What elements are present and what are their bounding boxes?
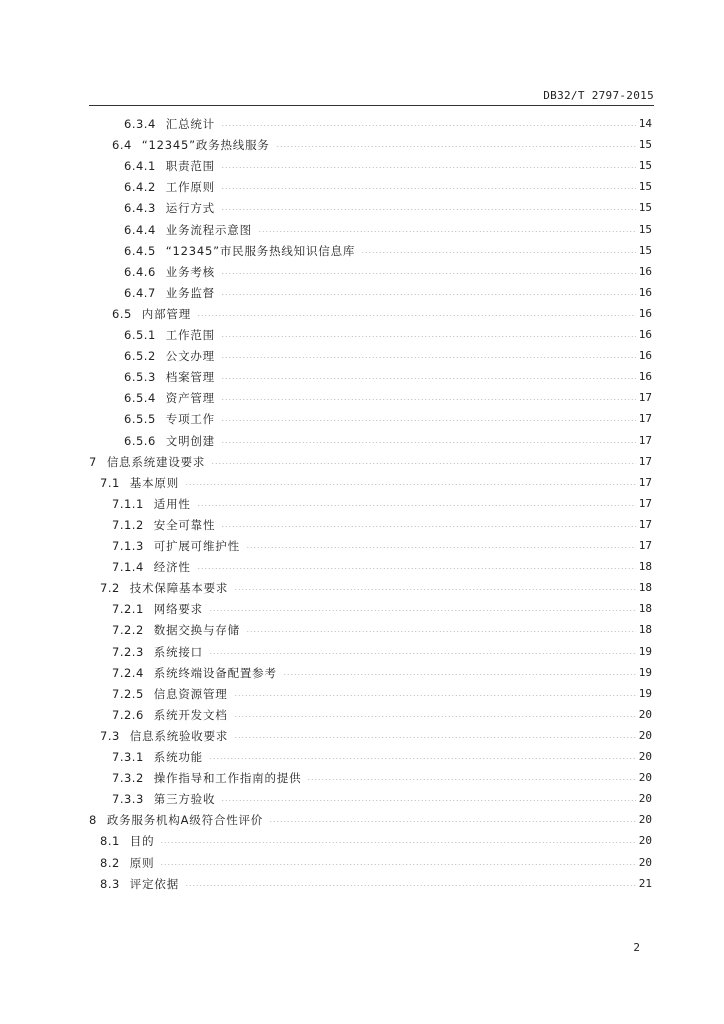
toc-dot-leader <box>307 779 636 780</box>
toc-page-number: 16 <box>638 306 652 320</box>
toc-page-number: 17 <box>638 454 652 468</box>
toc-section-number: 6.4.2 <box>124 180 156 195</box>
toc-entry[interactable] <box>100 874 652 894</box>
toc-section-number: 6.5 <box>112 306 132 321</box>
toc-page-number: 17 <box>638 391 652 405</box>
toc-section-title: 业务流程示意图 <box>165 222 252 237</box>
toc-section-number: 6.4.3 <box>124 201 156 216</box>
toc-section-title: 文明创建 <box>165 433 215 448</box>
toc-entry[interactable] <box>124 283 652 303</box>
toc-entry[interactable] <box>124 431 652 451</box>
toc-page-number: 21 <box>638 876 652 890</box>
toc-entry[interactable] <box>124 346 652 366</box>
toc-section-title: 业务监督 <box>165 285 215 300</box>
toc-section-title: 工作范围 <box>165 328 215 342</box>
toc-page-number: 17 <box>638 433 652 447</box>
toc-entry[interactable] <box>112 494 652 514</box>
toc-section-number: 7 <box>89 454 97 469</box>
toc-entry[interactable] <box>124 388 652 408</box>
toc-dot-leader <box>234 716 636 717</box>
toc-entry[interactable] <box>112 663 652 683</box>
toc-dot-leader <box>221 357 636 358</box>
toc-entry[interactable] <box>112 515 652 535</box>
toc-entry[interactable] <box>112 768 652 788</box>
toc-dot-leader <box>246 631 636 632</box>
toc-dot-leader <box>234 737 636 738</box>
toc-dot-leader <box>221 167 636 168</box>
toc-entry[interactable] <box>124 156 652 176</box>
toc-page-number: 15 <box>638 138 652 152</box>
toc-entry[interactable] <box>89 452 652 472</box>
toc-page-number: 14 <box>638 117 652 130</box>
toc-dot-leader <box>221 399 636 400</box>
toc-section-number: 6.5.4 <box>124 391 156 406</box>
toc-section-title: 安全可靠性 <box>153 517 216 532</box>
toc-entry[interactable] <box>124 220 652 240</box>
toc-section-number: 6.5.1 <box>124 328 156 342</box>
toc-section-number: 6.4.5 <box>124 243 156 258</box>
toc-page-number: 15 <box>638 180 652 194</box>
toc-section-number: 6.4.4 <box>124 222 156 237</box>
toc-section-title: 业务考核 <box>165 264 215 279</box>
toc-dot-leader <box>211 463 636 464</box>
toc-section-title: “12345”市民服务热线知识信息库 <box>165 243 356 258</box>
toc-section-number: 8.1 <box>100 834 120 849</box>
toc-entry[interactable] <box>124 198 652 218</box>
toc-page-number: 20 <box>638 750 652 763</box>
toc-section-title: 信息资源管理 <box>153 686 228 701</box>
toc-entry[interactable] <box>112 789 652 809</box>
toc-page-number: 16 <box>638 328 652 341</box>
toc-dot-leader <box>197 568 636 569</box>
toc-entry[interactable] <box>89 810 652 830</box>
toc-dot-leader <box>283 674 636 675</box>
toc-dot-leader <box>209 653 636 654</box>
toc-section-number: 6.5.5 <box>124 412 156 427</box>
toc-section-title: 系统开发文档 <box>153 707 228 722</box>
toc-section-number: 6.4.1 <box>124 159 156 174</box>
toc-page-number: 20 <box>638 728 652 742</box>
toc-dot-leader <box>197 505 636 506</box>
toc-page-number: 20 <box>638 855 652 869</box>
toc-section-title: 适用性 <box>153 496 191 511</box>
toc-entry[interactable] <box>124 114 652 134</box>
toc-section-title: 第三方验收 <box>153 792 216 807</box>
toc-page-number: 18 <box>638 623 652 637</box>
toc-entry[interactable] <box>100 831 652 851</box>
toc-section-number: 7.1.3 <box>112 539 144 553</box>
toc-section-title: 汇总统计 <box>165 117 215 131</box>
toc-entry[interactable] <box>124 409 652 429</box>
toc-section-number: 7.2.3 <box>112 644 144 659</box>
toc-section-title: 资产管理 <box>165 391 215 406</box>
toc-dot-leader <box>221 125 636 126</box>
toc-entry[interactable] <box>124 262 652 282</box>
toc-dot-leader <box>221 526 636 527</box>
toc-page-number: 15 <box>638 222 652 236</box>
toc-page-number: 17 <box>638 475 652 489</box>
toc-section-title: 系统功能 <box>153 750 203 764</box>
toc-section-title: 内部管理 <box>141 306 191 321</box>
toc-section-title: “12345”政务热线服务 <box>141 138 270 153</box>
page-number: 2 <box>633 941 640 954</box>
toc-section-number: 7.2.1 <box>112 602 144 617</box>
toc-dot-leader <box>209 758 636 759</box>
toc-dot-leader <box>160 842 636 843</box>
toc-dot-leader <box>221 800 636 801</box>
toc-section-number: 6.5.2 <box>124 349 156 364</box>
toc-section-title: 信息系统建设要求 <box>106 454 206 469</box>
toc-entry[interactable] <box>112 557 652 577</box>
toc-section-number: 6.4.7 <box>124 285 156 300</box>
toc-page-number: 16 <box>638 264 652 278</box>
toc-dot-leader <box>258 231 636 232</box>
toc-section-number: 6.5.3 <box>124 370 156 385</box>
toc-page-number: 15 <box>638 243 652 257</box>
toc-page-number: 16 <box>638 349 652 363</box>
toc-page-number: 16 <box>638 370 652 384</box>
toc-dot-leader <box>221 336 636 337</box>
toc-entry[interactable] <box>112 135 652 155</box>
toc-page-number: 15 <box>638 159 652 173</box>
toc-entry[interactable] <box>112 747 652 767</box>
toc-section-title: 原则 <box>129 855 155 870</box>
toc-page-number: 20 <box>638 771 652 785</box>
toc-entry[interactable] <box>100 726 652 746</box>
toc-dot-leader <box>221 442 636 443</box>
toc-section-title: 运行方式 <box>165 201 215 216</box>
toc-page-number: 17 <box>638 539 652 552</box>
toc-dot-leader <box>160 864 636 865</box>
toc-dot-leader <box>209 610 636 611</box>
toc-section-number: 7.2.5 <box>112 686 144 701</box>
toc-section-number: 7.3.2 <box>112 771 144 786</box>
toc-dot-leader <box>221 209 636 210</box>
toc-section-number: 6.4.6 <box>124 264 156 279</box>
toc-section-title: 可扩展可维护性 <box>153 539 240 553</box>
toc-section-number: 6.5.6 <box>124 433 156 448</box>
toc-entry[interactable] <box>124 177 652 197</box>
toc-section-number: 7.3.3 <box>112 792 144 807</box>
toc-page-number: 19 <box>638 644 652 658</box>
toc-section-title: 工作原则 <box>165 180 215 195</box>
toc-dot-leader <box>197 315 636 316</box>
toc-entry[interactable] <box>100 578 652 598</box>
toc-dot-leader <box>269 821 636 822</box>
toc-section-number: 6.3.4 <box>124 117 156 131</box>
toc-entry[interactable] <box>112 599 652 619</box>
toc-section-title: 系统接口 <box>153 644 203 659</box>
toc-section-title: 档案管理 <box>165 370 215 385</box>
toc-section-number: 7.1.4 <box>112 560 144 575</box>
toc-entry[interactable] <box>112 642 652 662</box>
toc-section-number: 7.1 <box>100 475 120 490</box>
toc-section-title: 目的 <box>129 834 155 849</box>
toc-page-number: 17 <box>638 496 652 510</box>
toc-section-number: 7.2.6 <box>112 707 144 722</box>
toc-section-title: 技术保障基本要求 <box>129 581 229 596</box>
toc-dot-leader <box>276 146 636 147</box>
toc-section-title: 网络要求 <box>153 602 203 617</box>
toc-section-number: 8.3 <box>100 876 120 891</box>
toc-entry[interactable] <box>112 304 652 324</box>
toc-section-title: 专项工作 <box>165 412 215 427</box>
toc-dot-leader <box>361 252 636 253</box>
toc-section-number: 7.2 <box>100 581 120 596</box>
toc-dot-leader <box>185 885 636 886</box>
toc-page-number: 17 <box>638 412 652 426</box>
toc-entry[interactable] <box>100 853 652 873</box>
toc-page-number: 18 <box>638 581 652 595</box>
toc-page-number: 19 <box>638 665 652 679</box>
toc-dot-leader <box>185 484 636 485</box>
toc-entry[interactable] <box>100 473 652 493</box>
toc-page-number: 18 <box>638 602 652 616</box>
toc-page-number: 20 <box>638 792 652 806</box>
toc-dot-leader <box>221 273 636 274</box>
toc-page-number: 20 <box>638 813 652 827</box>
toc-dot-leader <box>234 589 636 590</box>
toc-section-title: 职责范围 <box>165 159 215 174</box>
toc-section-title: 信息系统验收要求 <box>129 728 229 743</box>
toc-section-number: 7.1.1 <box>112 496 144 511</box>
toc-section-title: 系统终端设备配置参考 <box>153 665 277 680</box>
toc-page-number: 15 <box>638 201 652 215</box>
toc-section-title: 经济性 <box>153 560 191 575</box>
toc-section-number: 8 <box>89 813 97 828</box>
toc-page-number: 17 <box>638 517 652 531</box>
toc-section-number: 7.3 <box>100 728 120 743</box>
toc-section-number: 7.2.4 <box>112 665 144 680</box>
toc-section-number: 8.2 <box>100 855 120 870</box>
toc-entry[interactable] <box>112 705 652 725</box>
toc-dot-leader <box>246 547 636 548</box>
toc-entry[interactable] <box>112 536 652 556</box>
toc-entry[interactable] <box>112 620 652 640</box>
toc-section-title: 操作指导和工作指南的提供 <box>153 771 302 786</box>
header-rule <box>89 105 654 106</box>
toc-section-title: 公文办理 <box>165 349 215 364</box>
toc-entry[interactable] <box>124 325 652 345</box>
toc-section-number: 6.4 <box>112 138 132 153</box>
toc-entry[interactable] <box>124 367 652 387</box>
toc-page-number: 18 <box>638 560 652 574</box>
toc-dot-leader <box>221 378 636 379</box>
toc-section-title: 政务服务机构A级符合性评价 <box>106 813 264 828</box>
toc-page-number: 20 <box>638 834 652 848</box>
toc-dot-leader <box>221 188 636 189</box>
toc-section-number: 7.1.2 <box>112 517 144 532</box>
toc-dot-leader <box>234 695 636 696</box>
toc-section-number: 7.2.2 <box>112 623 144 638</box>
toc-page-number: 20 <box>638 707 652 721</box>
toc-page-number: 19 <box>638 686 652 700</box>
document-code: DB32/T 2797-2015 <box>543 89 654 102</box>
toc-section-title: 基本原则 <box>129 475 179 490</box>
toc-entry[interactable] <box>112 684 652 704</box>
toc-section-number: 7.3.1 <box>112 750 144 764</box>
toc-dot-leader <box>221 294 636 295</box>
toc-dot-leader <box>221 420 636 421</box>
toc-section-title: 数据交换与存储 <box>153 623 240 638</box>
toc-section-title: 评定依据 <box>129 876 179 891</box>
toc-entry[interactable] <box>124 241 652 261</box>
toc-page-number: 16 <box>638 285 652 299</box>
